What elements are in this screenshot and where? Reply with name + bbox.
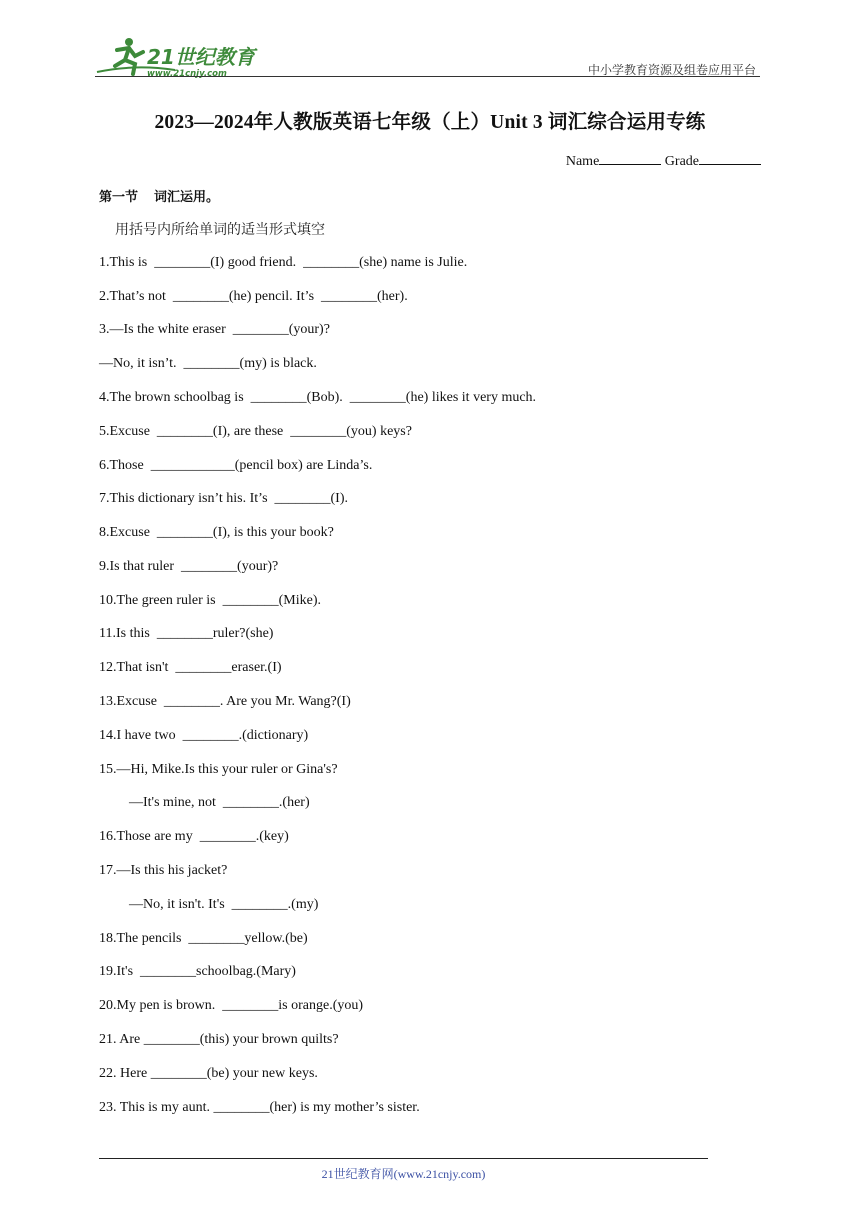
question-17: 17.—Is this his jacket? <box>99 863 228 878</box>
question-13: 13.Excuse ________. Are you Mr. Wang?(I) <box>99 694 351 709</box>
section-instruction: 用括号内所给单词的适当形式填空 <box>115 222 325 238</box>
header-divider <box>95 76 760 77</box>
question-9: 9.Is that ruler ________(your)? <box>99 559 279 574</box>
svg-text:21世纪教育: 21世纪教育 <box>147 45 255 69</box>
question-3: 3.—Is the white eraser ________(your)? <box>99 322 330 337</box>
section-heading <box>99 186 219 205</box>
question-10: 10.The green ruler is ________(Mike). <box>99 593 321 608</box>
question-2: 2.That’s not ________(he) pencil. It’s ________(her). <box>99 289 408 304</box>
question-12: 12.That isn't ________eraser.(I) <box>99 660 282 675</box>
question-6: 6.Those ____________(pencil box) are Linda’s. <box>99 458 373 473</box>
question-4: 4.The brown schoolbag is ________(Bob). ________(he) likes it very much. <box>99 390 537 405</box>
page-title: 2023—2024年人教版英语七年级（上）Unit 3 词汇综合运用专练 <box>154 112 706 133</box>
question-15-reply: —It's mine, not ________.(her) <box>129 795 310 810</box>
question-14: 14.I have two ________.(dictionary) <box>99 728 309 743</box>
question-8: 8.Excuse ________(I), is this your book? <box>99 525 334 540</box>
name-label: Name <box>565 154 600 169</box>
svg-text:www.21cnjy.com: www.21cnjy.com <box>147 69 227 78</box>
footer-source: 21世纪教育网(www.21cnjy.com) <box>321 1167 486 1181</box>
site-logo <box>95 34 270 78</box>
question-22: 22. Here ________(be) your new keys. <box>99 1066 318 1081</box>
question-16: 16.Those are my ________.(key) <box>99 829 289 844</box>
question-17-reply: —No, it isn't. It's ________.(my) <box>129 897 319 912</box>
question-21: 21. Are ________(this) your brown quilts? <box>99 1032 339 1047</box>
footer-divider <box>99 1158 708 1159</box>
section-name: 词汇运用。 <box>154 190 220 205</box>
question-11: 11.Is this ________ruler?(she) <box>99 626 274 641</box>
question-5: 5.Excuse ________(I), are these ________(you) keys? <box>99 424 412 439</box>
grade-blank <box>699 152 761 165</box>
question-18: 18.The pencils ________yellow.(be) <box>99 931 308 946</box>
grade-label: Grade <box>664 154 699 169</box>
platform-tagline: 中小学教育资源及组卷应用平台 <box>587 63 756 77</box>
question-19: 19.It's ________schoolbag.(Mary) <box>99 964 296 979</box>
question-3-reply: —No, it isn’t. ________(my) is black. <box>99 356 317 371</box>
page-header <box>95 30 760 78</box>
question-15: 15.—Hi, Mike.Is this your ruler or Gina's? <box>99 762 338 777</box>
question-1: 1.This is ________(I) good friend. ________(she) name is Julie. <box>99 255 468 270</box>
name-grade-line <box>566 152 761 170</box>
name-blank <box>599 152 661 165</box>
question-7: 7.This dictionary isn’t his. It’s ________(I). <box>99 491 348 506</box>
question-23: 23. This is my aunt. ________(her) is my mother’s sister. <box>99 1100 420 1115</box>
question-20: 20.My pen is brown. ________is orange.(you) <box>99 998 364 1013</box>
section-number: 第一节 <box>99 190 139 205</box>
runner-logo-icon <box>95 34 270 78</box>
